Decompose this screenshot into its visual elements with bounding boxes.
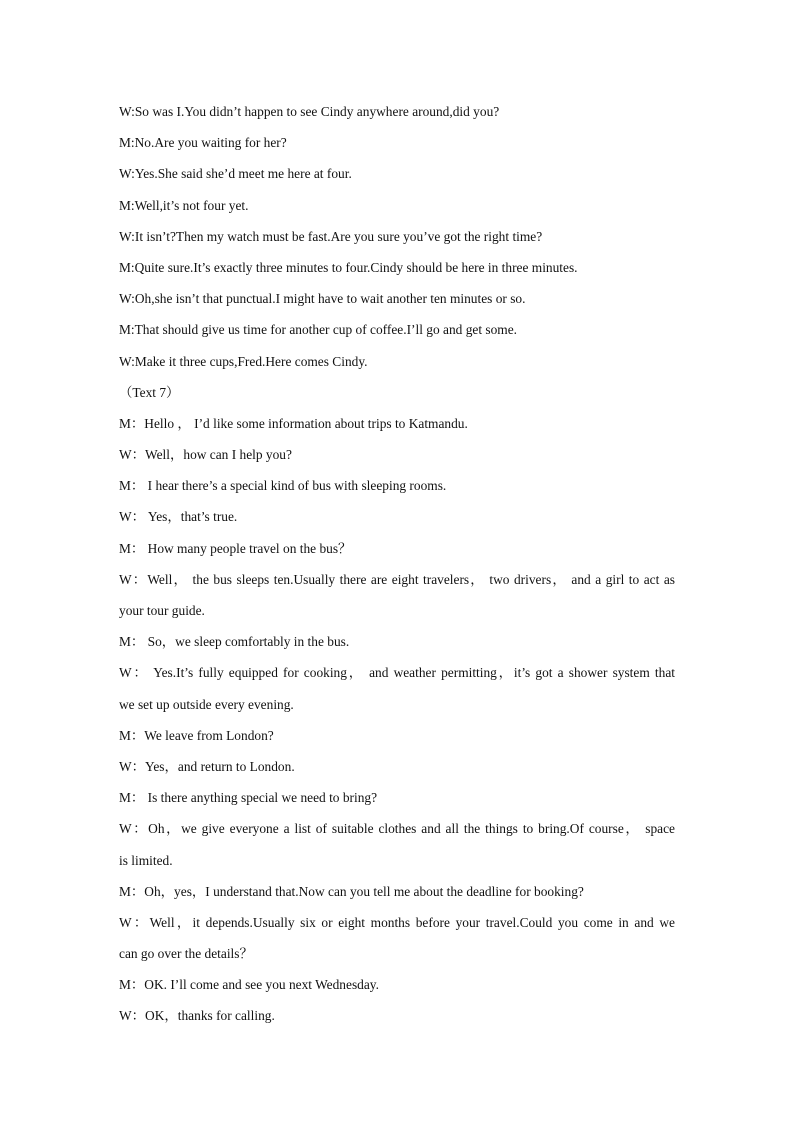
dialogue-line: M:Well,it’s not four yet. bbox=[119, 197, 249, 213]
dialogue-line: W：Yes，and return to London. bbox=[119, 758, 295, 774]
dialogue-line: W:So was I.You didn’t happen to see Cindy anywhere around,did you? bbox=[119, 104, 500, 119]
dialogue-line-continued: we set up outside every evening. bbox=[119, 696, 294, 712]
dialogue-line: W:Yes.She said she’d meet me here at four. bbox=[119, 166, 352, 182]
dialogue-line: M： So，we sleep comfortably in the bus. bbox=[119, 634, 350, 650]
dialogue-line: W:Make it three cups,Fred.Here comes Cindy. bbox=[119, 353, 368, 369]
dialogue-line-continued: your tour guide. bbox=[119, 603, 205, 618]
dialogue-line: M：Oh，yes，I understand that.Now can you tell me about the deadline for booking? bbox=[119, 883, 584, 899]
dialogue-line: M：We leave from London? bbox=[119, 727, 274, 743]
document-page bbox=[119, 101, 675, 1037]
dialogue-line-continued: is limited. bbox=[119, 852, 173, 868]
dialogue-line: W： Yes.It’s fully equipped for cooking， and weather permitting，it’s got a shower system that bbox=[119, 665, 675, 681]
dialogue-line-continued: can go over the details？ bbox=[119, 946, 253, 962]
dialogue-line: W： Yes，that’s true. bbox=[119, 509, 238, 525]
dialogue-line: M： I hear there’s a special kind of bus with sleeping rooms. bbox=[119, 478, 447, 494]
dialogue-line: M：OK. I’ll come and see you next Wednesday. bbox=[119, 977, 379, 993]
dialogue-line: M： How many people travel on the bus？ bbox=[119, 540, 352, 556]
dialogue-line: M:That should give us time for another cup of coffee.I’ll go and get some. bbox=[119, 322, 518, 338]
dialogue-line: W：Well， the bus sleeps ten.Usually there are eight travelers， two drivers， and a girl to act as bbox=[119, 571, 675, 587]
dialogue-line: M：Hello ， I’d like some information about trips to Katmandu. bbox=[119, 415, 468, 431]
dialogue-line: W:It isn’t?Then my watch must be fast.Are you sure you’ve got the right time? bbox=[119, 228, 543, 244]
dialogue-line: W：OK，thanks for calling. bbox=[119, 1008, 275, 1024]
section-label: （Text 7） bbox=[119, 384, 180, 400]
dialogue-line: W：Well，how can I help you? bbox=[119, 447, 292, 463]
dialogue-line: M:No.Are you waiting for her? bbox=[119, 135, 287, 151]
dialogue-line: W：Well，it depends.Usually six or eight months before your travel.Could you come in and we bbox=[119, 914, 675, 930]
dialogue-line: W：Oh，we give everyone a list of suitable clothes and all the things to bring.Of course， space bbox=[119, 821, 675, 837]
dialogue-line: M： Is there anything special we need to bring? bbox=[119, 790, 378, 806]
dialogue-line: M:Quite sure.It’s exactly three minutes to four.Cindy should be here in three minutes. bbox=[119, 259, 578, 275]
dialogue-line: W:Oh,she isn’t that punctual.I might have to wait another ten minutes or so. bbox=[119, 291, 526, 307]
